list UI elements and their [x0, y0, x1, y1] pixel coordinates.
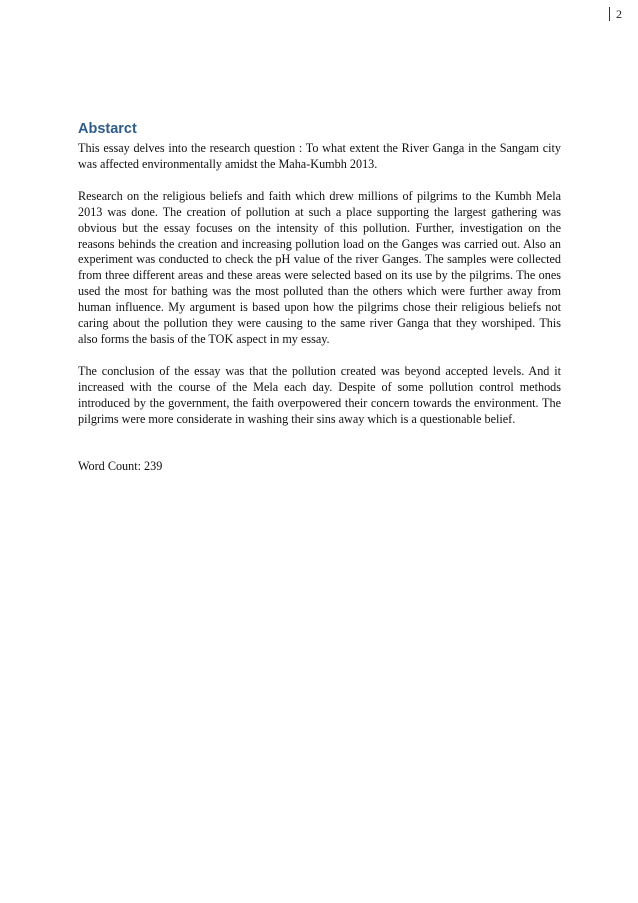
abstract-paragraph-conclusion: The conclusion of the essay was that the pollution created was beyond accepted levels. And it increased with the course of the Mela each day. Despite of some pollution control methods introduced by the government, the faith overpowered their concern towards the environment. The pilgrims were more considerate in washing their sins away which is a questionable belief.: [78, 363, 561, 426]
abstract-paragraph-research: Research on the religious beliefs and faith which drew millions of pilgrims to the Kumbh Mela 2013 was done. The creation of pollution at such a place supporting the largest gathering was obvious but the essay focuses on the intensity of this pollution. Further, investigation on the reasons behinds the creation and increasing pollution load on the Ganges was carried out. Also an experiment was conducted to check the pH value of the river Ganges. The samples were collected from three different areas and these areas were selected based on its use by the pilgrims. The ones used the most for bathing was the most polluted than the others which were further away from human influence. My argument is based upon how the pilgrims chose their religious beliefs not caring about the pollution they were causing to the same river Ganga that they worshiped. This also forms the basis of the TOK aspect in my essay.: [78, 188, 561, 346]
page-number: 2: [609, 7, 622, 21]
abstract-section: [78, 120, 561, 474]
abstract-heading: Abstarct: [78, 121, 137, 137]
word-count: Word Count: 239: [78, 458, 163, 473]
abstract-paragraph-research-question: This essay delves into the research question : To what extent the River Ganga in the Sangam city was affected environmentally amidst the Maha-Kumbh 2013.: [78, 141, 561, 171]
